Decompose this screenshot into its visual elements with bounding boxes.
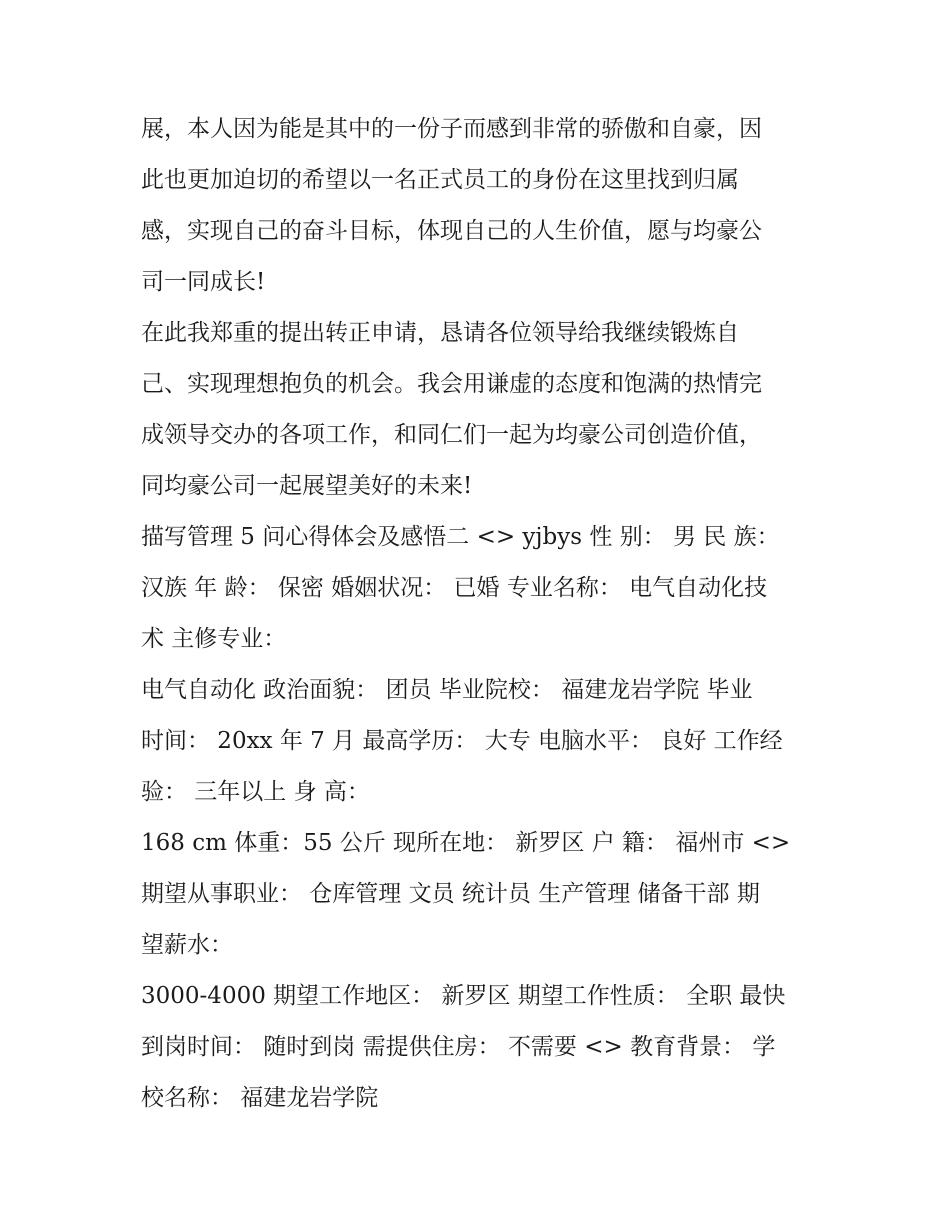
- text-line: 望薪水：: [141, 932, 233, 958]
- text-line: 电气自动化 政治面貌： 团员 毕业院校： 福建龙岩学院 毕业: [141, 677, 753, 703]
- text-line: 时间： 20xx 年 7 月 最高学历： 大专 电脑水平： 良好 工作经: [141, 728, 783, 754]
- text-line: 成领导交办的各项工作，和同仁们一起为均豪公司创造价值，: [141, 422, 762, 448]
- text-line: 验： 三年以上 身 高：: [141, 779, 370, 805]
- text-line: 展，本人因为能是其中的一份子而感到非常的骄傲和自豪，因: [141, 116, 762, 142]
- text-line: 168 cm 体重：55 公斤 现所在地： 新罗区 户 籍： 福州市 <>: [141, 830, 791, 856]
- text-line: 己、实现理想抱负的机会。我会用谦虚的态度和饱满的热情完: [141, 371, 762, 397]
- document-body: [141, 104, 821, 1124]
- text-line: 到岗时间： 随时到岗 需提供住房： 不需要 <> 教育背景： 学: [141, 1034, 776, 1060]
- text-line: 同均豪公司一起展望美好的未来!: [141, 473, 473, 499]
- text-line: 期望从事职业： 仓库管理 文员 统计员 生产管理 储备干部 期: [141, 881, 760, 907]
- text-line: 术 主修专业：: [141, 626, 287, 652]
- text-line: 描写管理 5 问心得体会及感悟二 <> yjbys 性 别： 男 民 族：: [141, 524, 780, 550]
- text-line: 此也更加迫切的希望以一名正式员工的身份在这里找到归属: [141, 167, 739, 193]
- text-line: 司一同成长!: [141, 269, 266, 295]
- text-line: 感，实现自己的奋斗目标，体现自己的人生价值，愿与均豪公: [141, 218, 762, 244]
- text-line: 在此我郑重的提出转正申请，恳请各位领导给我继续锻炼自: [141, 320, 739, 346]
- text-line: 3000-4000 期望工作地区： 新罗区 期望工作性质： 全职 最快: [141, 983, 786, 1009]
- text-line: 校名称： 福建龙岩学院: [141, 1085, 379, 1111]
- text-line: 汉族 年 龄： 保密 婚姻状况： 已婚 专业名称： 电气自动化技: [141, 575, 768, 601]
